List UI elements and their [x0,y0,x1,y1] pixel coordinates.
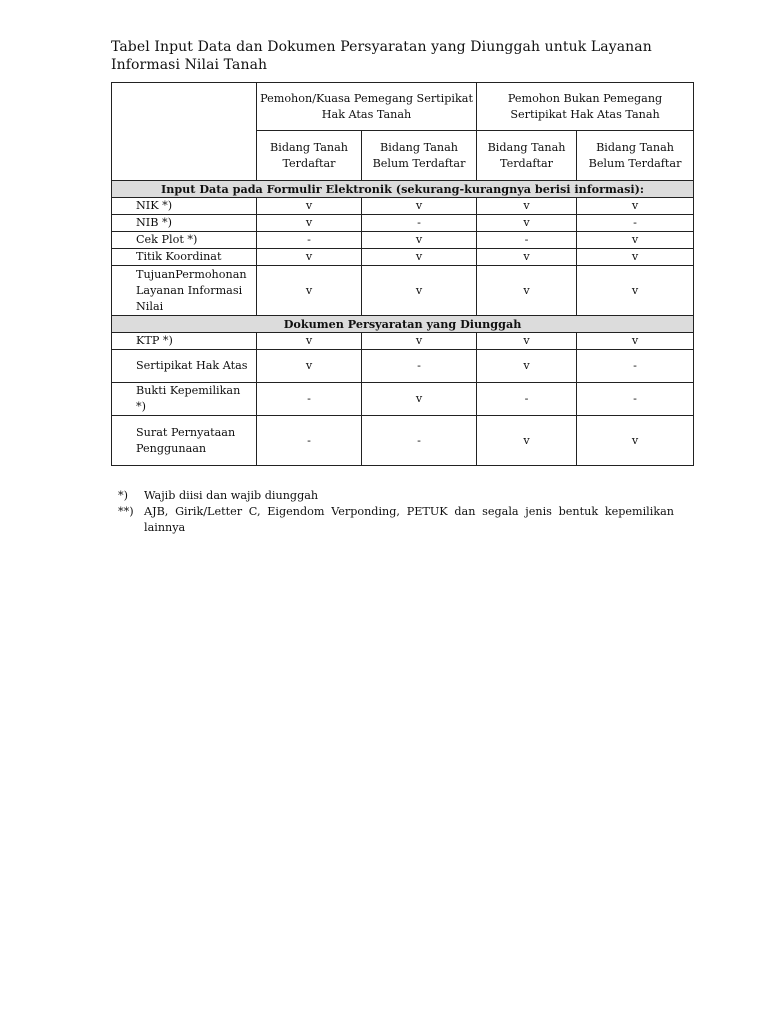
cell-value: v [477,215,577,232]
requirements-table [111,82,694,466]
cell-value: v [362,232,477,249]
document-title: Tabel Input Data dan Dokumen Persyaratan yang Diunggah untuk Layanan Informasi Nilai Tanah [111,39,652,73]
cell-value: - [477,232,577,249]
cell-value: - [362,215,477,232]
header-sub-holder-registered: Bidang Tanah Terdaftar [257,131,362,181]
footnote-text: Wajib diisi dan wajib diunggah [144,489,319,502]
row-label: Titik Koordinat [112,249,257,266]
row-label: NIB *) [112,215,257,232]
row-label: Sertipikat Hak Atas [112,350,257,383]
cell-value: v [257,266,362,316]
cell-value: v [362,266,477,316]
footnote-item [118,488,674,504]
cell-value: v [257,198,362,215]
cell-value: v [577,416,694,466]
cell-value: v [477,416,577,466]
cell-value: v [477,249,577,266]
cell-value: v [577,333,694,350]
cell-value: - [577,350,694,383]
footnote-text: AJB, Girik/Letter C, Eigendom Verponding, PETUK dan segala jenis bentuk kepemilikan lainnya [144,505,674,534]
cell-value: v [577,232,694,249]
table-row [112,249,694,266]
cell-value: v [257,350,362,383]
footnote-item [118,504,674,536]
row-label: Bukti Kepemilikan *) [112,383,257,416]
table-row [112,333,694,350]
section-row-input-data [112,181,694,198]
cell-value: v [577,266,694,316]
header-sub-nonholder-unregistered: Bidang Tanah Belum Terdaftar [577,131,694,181]
cell-value: v [477,266,577,316]
footnote-mark: *) [118,489,128,502]
cell-value: v [477,333,577,350]
cell-value: - [362,416,477,466]
section-row-documents [112,316,694,333]
row-label: TujuanPermohonan Layanan Informasi Nilai [112,266,257,316]
cell-value: v [577,198,694,215]
cell-value: v [257,333,362,350]
header-group-holder: Pemohon/Kuasa Pemegang Sertipikat Hak Atas Tanah [257,83,477,131]
header-row-groups [112,83,694,131]
cell-value: v [477,198,577,215]
header-sub-holder-unregistered: Bidang Tanah Belum Terdaftar [362,131,477,181]
cell-value: v [257,249,362,266]
cell-value: v [362,198,477,215]
header-sub-nonholder-registered: Bidang Tanah Terdaftar [477,131,577,181]
cell-value: v [257,215,362,232]
cell-value: - [257,232,362,249]
table-row [112,350,694,383]
cell-value: v [477,350,577,383]
cell-value: - [577,215,694,232]
row-label: Cek Plot *) [112,232,257,249]
footnotes [118,488,674,536]
header-corner-cell [112,83,257,181]
section-title: Input Data pada Formulir Elektronik (sekurang-kurangnya berisi informasi): [112,181,694,198]
table-row [112,215,694,232]
cell-value: v [577,249,694,266]
footnote-mark: **) [118,505,134,518]
cell-value: - [577,383,694,416]
cell-value: v [362,249,477,266]
header-group-non-holder: Pemohon Bukan Pemegang Sertipikat Hak Atas Tanah [477,83,694,131]
table-row [112,383,694,416]
section-title: Dokumen Persyaratan yang Diunggah [112,316,694,333]
row-label: NIK *) [112,198,257,215]
cell-value: v [362,333,477,350]
table-row [112,198,694,215]
row-label: Surat Pernyataan Penggunaan [112,416,257,466]
cell-value: - [477,383,577,416]
table-row [112,266,694,316]
row-label: KTP *) [112,333,257,350]
cell-value: v [362,383,477,416]
table-row [112,416,694,466]
cell-value: - [257,416,362,466]
cell-value: - [362,350,477,383]
table-row [112,232,694,249]
cell-value: - [257,383,362,416]
